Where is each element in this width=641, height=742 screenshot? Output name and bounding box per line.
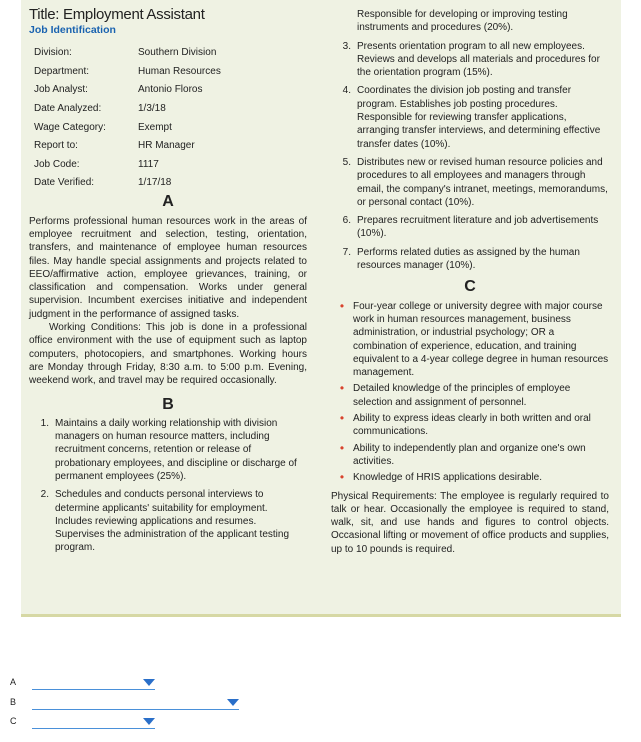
answer-label: C — [10, 716, 17, 726]
duty-text: Performs related duties as assigned by the human resources manager (10%). — [357, 246, 580, 272]
qualification-item — [331, 412, 609, 439]
duty-item — [29, 417, 307, 483]
working-conditions: Working Conditions: This job is done in a professional office environment with the use of equipment such as laptop computers, photocopiers, and smartphones. Working hours are Monday through Friday, 8:30 a.m. to 5:00 p.m. Evening, weekend work, and travel may be required occasionally. — [29, 322, 307, 387]
info-label: Wage Category: — [34, 121, 106, 133]
info-label: Job Analyst: — [34, 84, 88, 96]
qualification-text: Detailed knowledge of the principles of employee selection and assignment of personnel. — [353, 383, 571, 408]
duty-item — [331, 8, 609, 35]
duty-text: Schedules and conducts personal interviews to determine applicants' suitability for employment. Includes reviewing applications and resumes. Supervises the administration of the applicant testing program. — [55, 489, 290, 554]
duty-number: 4. — [342, 85, 351, 97]
info-value: 1117 — [138, 158, 159, 170]
duty-number: 5. — [342, 156, 351, 168]
bullet-icon: • — [339, 298, 345, 313]
qualification-item — [331, 382, 609, 409]
duty-number: 2. — [40, 489, 49, 501]
job-identification-heading: Job Identification — [29, 24, 116, 37]
duty-text: Maintains a daily working relationship with division managers on human resource matters, including recruitment concerns, retention or release of probationary employees, and discipline or discharge of permanent employees (25%). — [55, 417, 297, 482]
duty-text: Coordinates the division job posting and transfer program. Establishes job posting procedures. Responsible for reviewing transfer applications, arranging transfer interviews, and determining effective transfer dates (10%). — [357, 85, 601, 150]
duty-item — [29, 488, 307, 554]
info-label: Date Analyzed: — [34, 103, 102, 115]
qualification-text: Ability to express ideas clearly in both written and oral communications. — [353, 413, 591, 438]
info-row-division — [29, 44, 307, 63]
job-summary: Performs professional human resources work in the areas of employee recruitment and selection, testing, orientation, transfers, and maintenance of employee human resources files. May handle special assignments and projects related to EEO/affirmative action, employee grievances, training, or classification and compensation. Works under general supervision. Incumbent exercises initiative and independent judgment in the performance of assigned tasks. — [29, 215, 307, 320]
right-column — [331, 8, 609, 556]
qualification-item — [331, 300, 609, 380]
qualification-item — [331, 471, 609, 484]
duty-number: 1. — [40, 417, 49, 429]
qualification-text: Four-year college or university degree with major course work in human resources management, business administration, or industrial psychology; OR a combination of experience, education, and training equivalent to a 4-year college degree in human resources management. — [353, 300, 609, 379]
duty-item — [331, 84, 609, 150]
answer-label: A — [10, 677, 17, 687]
physical-requirements: Physical Requirements: The employee is regularly required to talk or hear. Occasionally the employee is required to stand, walk, sit, and use hands and figures to control objects. Occasional lifting or movement of office products and supplies, up to 10 pounds is required. — [331, 490, 609, 555]
info-row-job-code — [29, 155, 307, 174]
duty-number: 3. — [342, 40, 351, 52]
info-row-report-to — [29, 137, 307, 156]
info-label: Department: — [34, 65, 90, 77]
info-label: Date Verified: — [34, 177, 95, 189]
info-value: Exempt — [138, 121, 172, 133]
info-value: 1/17/18 — [138, 177, 172, 189]
info-row-date-verified — [29, 174, 307, 193]
info-label: Report to: — [34, 140, 78, 152]
info-value: 1/3/18 — [138, 103, 166, 115]
duty-item — [331, 40, 609, 80]
page-title: Title: Employment Assistant — [29, 6, 205, 23]
duty-number: 7. — [342, 246, 351, 258]
duties-list — [29, 417, 307, 555]
answer-c-dropdown[interactable] — [32, 715, 155, 729]
info-label: Job Code: — [34, 158, 80, 170]
qualification-item — [331, 442, 609, 469]
dropdown-caret-icon[interactable] — [143, 679, 155, 686]
duty-number — [331, 8, 357, 35]
duty-text: Presents orientation program to all new employees. Reviews and develops all materials and procedures for the orientation program (15%). — [357, 40, 600, 79]
info-label: Division: — [34, 47, 72, 59]
qualifications-list — [331, 300, 609, 485]
info-value: Human Resources — [138, 65, 221, 77]
qualification-text: Ability to independently plan and organize one's own activities. — [353, 442, 586, 467]
duty-number: 6. — [342, 215, 351, 227]
answer-label: B — [10, 696, 17, 707]
duty-item — [331, 156, 609, 209]
answer-a-dropdown[interactable] — [32, 676, 155, 690]
info-row-department — [29, 62, 307, 81]
info-value: HR Manager — [138, 140, 195, 152]
info-row-job-analyst — [29, 81, 307, 100]
bullet-icon: • — [339, 440, 345, 455]
duty-item — [331, 214, 609, 241]
answer-b-dropdown[interactable] — [32, 696, 239, 710]
duty-text: Responsible for developing or improving testing instruments and procedures (20%). — [357, 9, 568, 34]
section-c-letter: C — [464, 278, 476, 296]
info-row-date-analyzed — [29, 99, 307, 118]
info-row-wage-category — [29, 118, 307, 137]
section-b-letter: B — [162, 395, 174, 413]
qualification-text: Knowledge of HRIS applications desirable. — [353, 472, 542, 484]
dropdown-caret-icon[interactable] — [227, 699, 239, 706]
info-value: Southern Division — [138, 47, 217, 59]
duty-text: Prepares recruitment literature and job advertisements (10%). — [357, 215, 599, 240]
section-a-letter: A — [162, 193, 174, 211]
dropdown-caret-icon[interactable] — [143, 718, 155, 725]
duty-item — [331, 246, 609, 273]
bullet-icon: • — [339, 381, 345, 396]
bullet-icon: • — [339, 470, 345, 485]
job-identification-table — [29, 44, 307, 193]
left-column — [29, 8, 307, 560]
duties-list-continued — [331, 8, 609, 272]
info-value: Antonio Floros — [138, 84, 203, 96]
divider — [21, 614, 621, 617]
bullet-icon: • — [339, 411, 345, 426]
duty-text: Distributes new or revised human resource policies and procedures to all employees and managers through email, the company's intranet, meetings, memorandums, or personal contact (10%). — [357, 156, 608, 208]
